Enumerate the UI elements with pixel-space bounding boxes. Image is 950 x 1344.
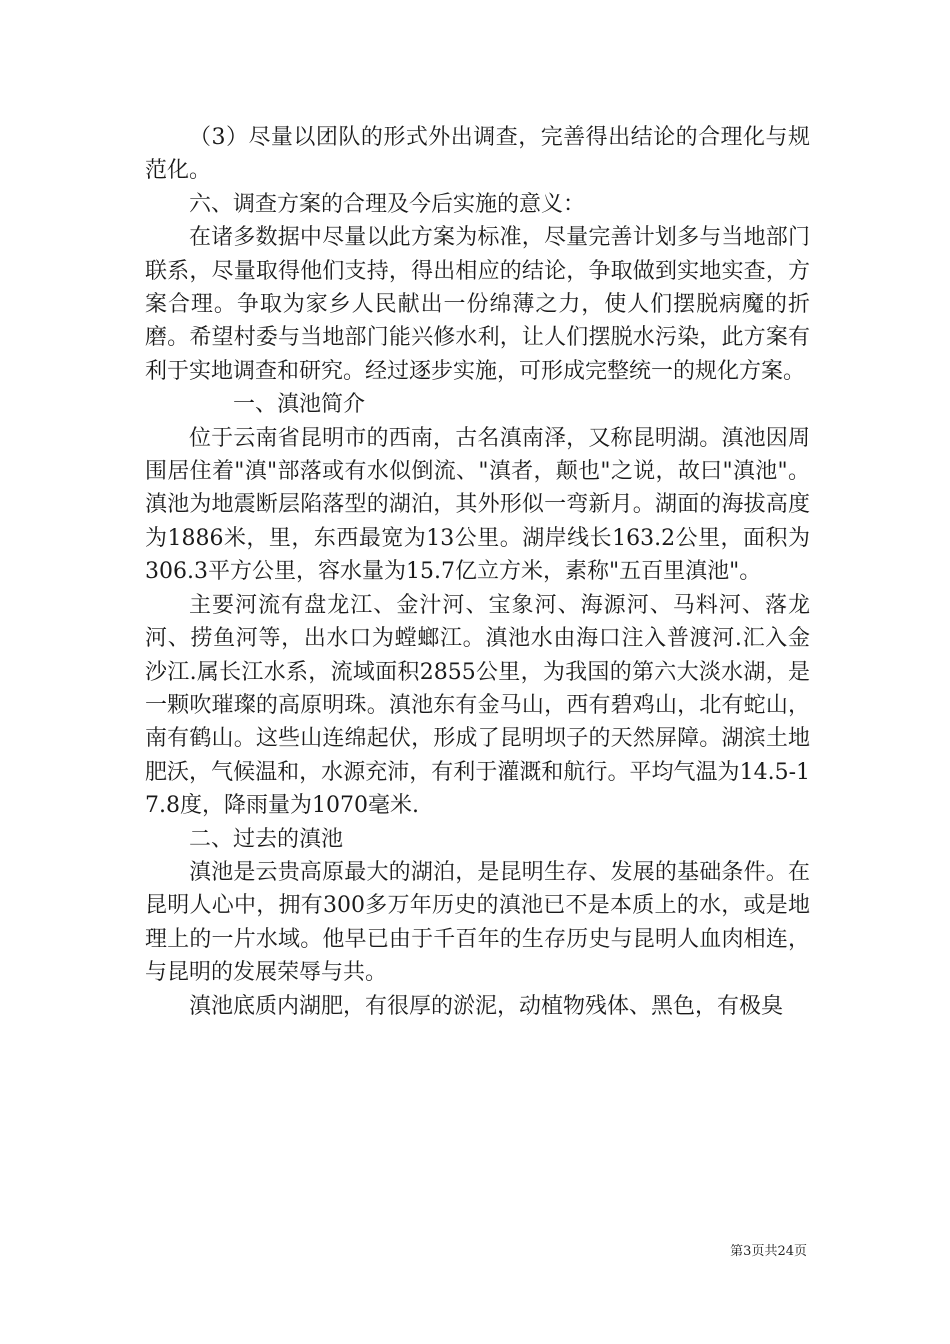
section-heading-significance: 六、调查方案的合理及今后实施的意义： (189, 191, 586, 217)
section-heading-past-dianchi: 二、过去的滇池 (189, 826, 344, 852)
paragraph-past-dianchi: 滇池是云贵高原最大的湖泊，是昆明生存、发展的基础条件。在昆明人心中，拥有300多万年历史的滇池已不是本质上的水，或是地理上的一片水域。他早已由于千百年的生存历史与昆明人血肉相连，与昆明的发展荣辱与共。 (145, 859, 810, 986)
paragraph-dianchi-location: 位于云南省昆明市的西南，古名滇南泽，又称昆明湖。滇池因周围居住着"滇"部落或有水似倒流、"滇者，颠也"之说，故曰"滇池"。滇池为地震断层陷落型的湖泊，其外形似一弯新月。湖面的海拔高度为1886米，里，东西最宽为13公里。湖岸线长163.2公里，面积为306.3平方公里，容水量为15.7亿立方米，素称"五百里滇池"。 (145, 425, 810, 585)
paragraph-dianchi-rivers: 主要河流有盘龙江、金汁河、宝象河、海源河、马料河、落龙河、捞鱼河等，出水口为螳螂江。滇池水由海口注入普渡河.汇入金沙江.属长江水系，流域面积2855公里，为我国的第六大淡水湖，是一颗吹璀璨的高原明珠。滇池东有金马山，西有碧鸡山，北有蛇山，南有鹤山。这些山连绵起伏，形成了昆明坝子的天然屏障。湖滨土地肥沃，气候温和，水源充沛，有利于灌溉和航行。平均气温为14.5-17.8度，降雨量为1070毫米. (145, 592, 810, 819)
paragraph-sediment: 滇池底质内湖肥，有很厚的淤泥，动植物残体、黑色，有极臭 (189, 993, 784, 1019)
paragraph-survey-method-3: （3）尽量以团队的形式外出调查，完善得出结论的合理化与规范化。 (145, 125, 810, 184)
document-body (145, 121, 810, 1023)
page-number: 第3页共24页 (730, 1244, 807, 1259)
paragraph-significance: 在诸多数据中尽量以此方案为标准，尽量完善计划多与当地部门联系，尽量取得他们支持，得出相应的结论，争取做到实地实查，方案合理。争取为家乡人民献出一份绵薄之力，使人们摆脱病魔的折磨。希望村委与当地部门能兴修水利，让人们摆脱水污染，此方案有利于实地调查和研究。经过逐步实施，可形成完整统一的规化方案。 (145, 225, 810, 384)
section-heading-dianchi-intro: 一、滇池简介 (233, 392, 366, 418)
